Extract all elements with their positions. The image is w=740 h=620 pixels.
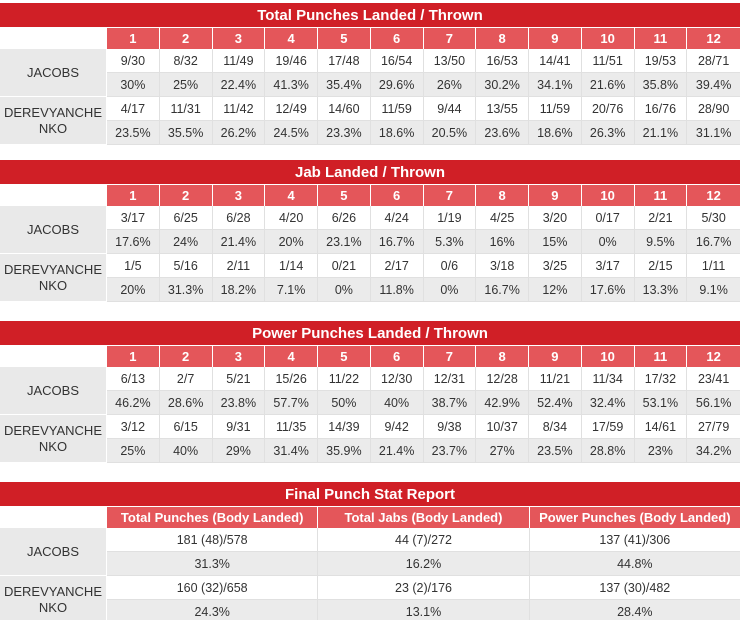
pct-cell: 29% [213, 439, 266, 463]
stat-cell: 23/41 [687, 367, 740, 391]
pct-cell: 9.1% [687, 278, 740, 302]
final-header: Total Jabs (Body Landed) [318, 507, 529, 528]
stat-cell: 9/44 [424, 97, 477, 121]
pct-cell: 42.9% [476, 391, 529, 415]
round-header: 12 [687, 346, 740, 367]
stat-cell: 12/28 [476, 367, 529, 391]
fighter-row-jacobs [0, 367, 740, 415]
pct-cell: 18.6% [529, 121, 582, 145]
stat-cell: 15/26 [265, 367, 318, 391]
final-header-row [0, 507, 740, 528]
round-header: 1 [107, 28, 160, 49]
round-header: 10 [582, 185, 635, 206]
total-punches-table [0, 3, 740, 145]
round-header: 1 [107, 346, 160, 367]
round-header: 5 [318, 346, 371, 367]
pct-cell: 38.7% [424, 391, 477, 415]
pct-cell: 23% [635, 439, 688, 463]
pct-cell: 26.2% [213, 121, 266, 145]
pct-cell: 41.3% [265, 73, 318, 97]
stat-cell: 12/30 [371, 367, 424, 391]
stat-cell: 14/61 [635, 415, 688, 439]
round-header: 9 [529, 28, 582, 49]
pct-cell: 16% [476, 230, 529, 254]
pct-cell: 31.3% [107, 552, 318, 576]
pct-cell: 31.1% [687, 121, 740, 145]
stat-cell: 17/48 [318, 49, 371, 73]
stat-cell: 11/21 [529, 367, 582, 391]
pct-cell: 23.8% [213, 391, 266, 415]
stat-cell: 10/37 [476, 415, 529, 439]
fighter-name: JACOBS [0, 367, 107, 415]
landed-row [107, 49, 740, 73]
stat-cell: 2/15 [635, 254, 688, 278]
round-header: 11 [635, 28, 688, 49]
round-header-row [0, 28, 740, 49]
stat-cell: 23 (2)/176 [318, 576, 529, 600]
stat-cell: 11/42 [213, 97, 266, 121]
stat-cell: 0/21 [318, 254, 371, 278]
pct-cell: 16.7% [371, 230, 424, 254]
pct-cell: 31.4% [265, 439, 318, 463]
round-header: 9 [529, 185, 582, 206]
fighter-name: DEREVYANCHENKO [0, 576, 107, 620]
stat-cell: 2/21 [635, 206, 688, 230]
stat-cell: 11/22 [318, 367, 371, 391]
pct-cell: 23.7% [424, 439, 477, 463]
stat-cell: 6/13 [107, 367, 160, 391]
stat-cell: 0/6 [424, 254, 477, 278]
stat-cell: 137 (41)/306 [530, 528, 740, 552]
pct-row [107, 278, 740, 302]
round-header: 6 [371, 28, 424, 49]
round-header: 11 [635, 346, 688, 367]
round-header: 2 [160, 185, 213, 206]
round-header: 4 [265, 346, 318, 367]
landed-row [107, 367, 740, 391]
stat-cell: 6/25 [160, 206, 213, 230]
stat-cell: 181 (48)/578 [107, 528, 318, 552]
pct-cell: 16.2% [318, 552, 529, 576]
pct-cell: 20.5% [424, 121, 477, 145]
stat-cell: 11/31 [160, 97, 213, 121]
pct-cell: 29.6% [371, 73, 424, 97]
pct-row [107, 600, 740, 620]
round-header: 7 [424, 185, 477, 206]
stat-cell: 4/20 [265, 206, 318, 230]
stat-cell: 3/12 [107, 415, 160, 439]
pct-cell: 28.8% [582, 439, 635, 463]
fighter-name: DEREVYANCHENKO [0, 97, 107, 145]
pct-cell: 53.1% [635, 391, 688, 415]
fighter-row-jacobs [0, 49, 740, 97]
round-header: 3 [213, 28, 266, 49]
stat-cell: 11/51 [582, 49, 635, 73]
pct-cell: 40% [371, 391, 424, 415]
table-title: Total Punches Landed / Thrown [0, 3, 740, 28]
pct-cell: 21.4% [371, 439, 424, 463]
stat-cell: 13/50 [424, 49, 477, 73]
stat-cell: 19/53 [635, 49, 688, 73]
stat-cell: 1/14 [265, 254, 318, 278]
pct-cell: 26% [424, 73, 477, 97]
pct-cell: 35.9% [318, 439, 371, 463]
pct-cell: 40% [160, 439, 213, 463]
round-header: 4 [265, 185, 318, 206]
stat-cell: 5/21 [213, 367, 266, 391]
fighter-name: JACOBS [0, 206, 107, 254]
stat-cell: 11/59 [371, 97, 424, 121]
pct-cell: 23.6% [476, 121, 529, 145]
pct-cell: 52.4% [529, 391, 582, 415]
table-title: Final Punch Stat Report [0, 482, 740, 507]
stat-cell: 9/38 [424, 415, 477, 439]
pct-cell: 16.7% [687, 230, 740, 254]
fighter-row-jacobs [0, 528, 740, 576]
round-header: 2 [160, 346, 213, 367]
jab-table [0, 160, 740, 302]
round-header: 10 [582, 346, 635, 367]
pct-cell: 28.6% [160, 391, 213, 415]
stat-cell: 3/25 [529, 254, 582, 278]
round-header: 8 [476, 28, 529, 49]
pct-cell: 17.6% [582, 278, 635, 302]
pct-cell: 5.3% [424, 230, 477, 254]
stat-cell: 11/35 [265, 415, 318, 439]
stat-cell: 16/53 [476, 49, 529, 73]
round-header: 1 [107, 185, 160, 206]
stat-cell: 20/76 [582, 97, 635, 121]
stat-cell: 1/5 [107, 254, 160, 278]
pct-cell: 23.3% [318, 121, 371, 145]
round-header-row [0, 185, 740, 206]
pct-cell: 31.3% [160, 278, 213, 302]
stat-cell: 4/25 [476, 206, 529, 230]
pct-cell: 57.7% [265, 391, 318, 415]
fighter-row-derevyanchenko [0, 415, 740, 463]
pct-cell: 21.1% [635, 121, 688, 145]
pct-cell: 34.1% [529, 73, 582, 97]
pct-cell: 13.1% [318, 600, 529, 620]
stat-cell: 3/20 [529, 206, 582, 230]
stat-cell: 12/49 [265, 97, 318, 121]
pct-row [107, 391, 740, 415]
stat-cell: 3/18 [476, 254, 529, 278]
round-header: 7 [424, 346, 477, 367]
fighter-row-jacobs [0, 206, 740, 254]
pct-cell: 23.1% [318, 230, 371, 254]
pct-cell: 35.4% [318, 73, 371, 97]
pct-cell: 21.4% [213, 230, 266, 254]
pct-cell: 24% [160, 230, 213, 254]
pct-cell: 26.3% [582, 121, 635, 145]
pct-cell: 21.6% [582, 73, 635, 97]
fighter-name: JACOBS [0, 528, 107, 576]
stat-cell: 19/46 [265, 49, 318, 73]
pct-cell: 24.3% [107, 600, 318, 620]
round-header: 12 [687, 185, 740, 206]
table-title: Jab Landed / Thrown [0, 160, 740, 185]
stat-cell: 160 (32)/658 [107, 576, 318, 600]
stat-cell: 1/19 [424, 206, 477, 230]
pct-cell: 11.8% [371, 278, 424, 302]
stat-cell: 3/17 [107, 206, 160, 230]
fighter-name: DEREVYANCHENKO [0, 254, 107, 302]
fighter-name: DEREVYANCHENKO [0, 415, 107, 463]
stat-cell: 2/11 [213, 254, 266, 278]
fighter-row-derevyanchenko [0, 97, 740, 145]
stat-cell: 137 (30)/482 [530, 576, 740, 600]
pct-cell: 25% [160, 73, 213, 97]
final-header: Total Punches (Body Landed) [107, 507, 318, 528]
pct-row [107, 552, 740, 576]
round-header: 12 [687, 28, 740, 49]
pct-cell: 30.2% [476, 73, 529, 97]
round-header: 5 [318, 185, 371, 206]
stat-cell: 8/34 [529, 415, 582, 439]
pct-cell: 35.5% [160, 121, 213, 145]
final-header: Power Punches (Body Landed) [530, 507, 740, 528]
stat-cell: 16/54 [371, 49, 424, 73]
pct-cell: 56.1% [687, 391, 740, 415]
pct-row [107, 230, 740, 254]
stat-cell: 28/71 [687, 49, 740, 73]
pct-cell: 34.2% [687, 439, 740, 463]
pct-cell: 27% [476, 439, 529, 463]
pct-cell: 46.2% [107, 391, 160, 415]
pct-cell: 23.5% [107, 121, 160, 145]
round-header: 7 [424, 28, 477, 49]
stat-cell: 9/30 [107, 49, 160, 73]
landed-row [107, 206, 740, 230]
pct-cell: 32.4% [582, 391, 635, 415]
stat-cell: 4/24 [371, 206, 424, 230]
landed-row [107, 576, 740, 600]
pct-cell: 0% [318, 278, 371, 302]
pct-cell: 17.6% [107, 230, 160, 254]
table-title: Power Punches Landed / Thrown [0, 321, 740, 346]
pct-row [107, 121, 740, 145]
stat-cell: 13/55 [476, 97, 529, 121]
stat-cell: 17/59 [582, 415, 635, 439]
pct-cell: 0% [582, 230, 635, 254]
pct-cell: 30% [107, 73, 160, 97]
fighter-row-derevyanchenko [0, 576, 740, 620]
pct-cell: 25% [107, 439, 160, 463]
round-header: 3 [213, 346, 266, 367]
round-header: 6 [371, 185, 424, 206]
round-header: 2 [160, 28, 213, 49]
pct-cell: 22.4% [213, 73, 266, 97]
round-header: 4 [265, 28, 318, 49]
pct-cell: 16.7% [476, 278, 529, 302]
stat-cell: 4/17 [107, 97, 160, 121]
landed-row [107, 97, 740, 121]
round-header: 11 [635, 185, 688, 206]
stat-cell: 14/60 [318, 97, 371, 121]
round-header: 9 [529, 346, 582, 367]
landed-row [107, 415, 740, 439]
pct-cell: 12% [529, 278, 582, 302]
pct-cell: 20% [107, 278, 160, 302]
pct-cell: 7.1% [265, 278, 318, 302]
stat-cell: 9/42 [371, 415, 424, 439]
stat-cell: 11/59 [529, 97, 582, 121]
pct-row [107, 73, 740, 97]
power-punches-table [0, 321, 740, 463]
stat-cell: 44 (7)/272 [318, 528, 529, 552]
stat-cell: 27/79 [687, 415, 740, 439]
stat-cell: 28/90 [687, 97, 740, 121]
stat-cell: 17/32 [635, 367, 688, 391]
round-header: 8 [476, 185, 529, 206]
pct-cell: 23.5% [529, 439, 582, 463]
stat-cell: 14/39 [318, 415, 371, 439]
pct-cell: 20% [265, 230, 318, 254]
fighter-row-derevyanchenko [0, 254, 740, 302]
pct-cell: 0% [424, 278, 477, 302]
stat-cell: 6/28 [213, 206, 266, 230]
pct-cell: 50% [318, 391, 371, 415]
round-header: 6 [371, 346, 424, 367]
stat-cell: 2/7 [160, 367, 213, 391]
stat-cell: 14/41 [529, 49, 582, 73]
stat-cell: 5/16 [160, 254, 213, 278]
pct-cell: 35.8% [635, 73, 688, 97]
pct-cell: 39.4% [687, 73, 740, 97]
pct-cell: 15% [529, 230, 582, 254]
stat-cell: 6/15 [160, 415, 213, 439]
stat-cell: 11/34 [582, 367, 635, 391]
pct-cell: 18.6% [371, 121, 424, 145]
pct-cell: 28.4% [530, 600, 740, 620]
landed-row [107, 254, 740, 278]
stat-cell: 16/76 [635, 97, 688, 121]
pct-cell: 24.5% [265, 121, 318, 145]
round-header-row [0, 346, 740, 367]
landed-row [107, 528, 740, 552]
fighter-name: JACOBS [0, 49, 107, 97]
round-header: 3 [213, 185, 266, 206]
stat-cell: 3/17 [582, 254, 635, 278]
stat-cell: 6/26 [318, 206, 371, 230]
pct-row [107, 439, 740, 463]
stat-cell: 0/17 [582, 206, 635, 230]
final-report-table [0, 482, 740, 620]
stat-cell: 1/11 [687, 254, 740, 278]
stat-cell: 2/17 [371, 254, 424, 278]
stat-cell: 5/30 [687, 206, 740, 230]
stat-cell: 9/31 [213, 415, 266, 439]
pct-cell: 13.3% [635, 278, 688, 302]
round-header: 8 [476, 346, 529, 367]
pct-cell: 9.5% [635, 230, 688, 254]
stat-cell: 8/32 [160, 49, 213, 73]
pct-cell: 18.2% [213, 278, 266, 302]
pct-cell: 44.8% [530, 552, 740, 576]
stat-cell: 12/31 [424, 367, 477, 391]
stat-cell: 11/49 [213, 49, 266, 73]
round-header: 10 [582, 28, 635, 49]
round-header: 5 [318, 28, 371, 49]
